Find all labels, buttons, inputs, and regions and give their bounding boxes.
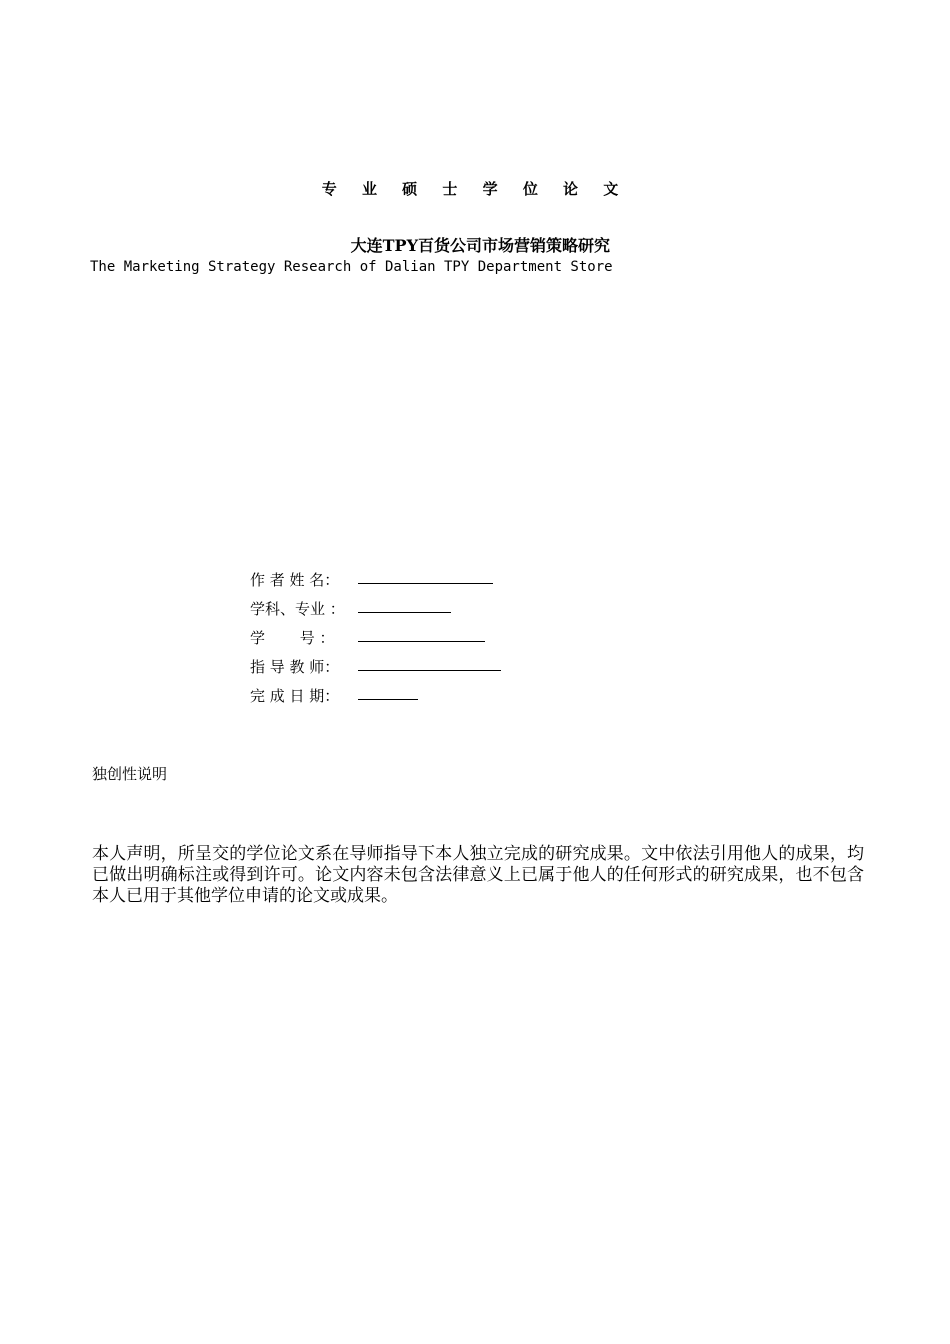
- major-label: 学科、专业 ：: [250, 600, 345, 618]
- advisor-blank: [358, 669, 501, 671]
- student-id-blank: [358, 640, 485, 642]
- student-id-label: 学 号 ：: [250, 629, 335, 647]
- originality-heading: 独创性说明: [92, 765, 168, 783]
- thesis-title-english: The Marketing Strategy Research of Dalian TPY Department Store: [90, 259, 613, 275]
- student-id-row: [250, 619, 501, 648]
- completion-date-row: [250, 677, 501, 706]
- major-row: [250, 590, 501, 619]
- degree-type-heading: 专 业 硕 士 学 位 论 文: [321, 180, 629, 198]
- completion-date-blank: [358, 698, 418, 700]
- author-info-form: [250, 561, 501, 706]
- declaration-paragraph: 本人声明，所呈交的学位论文系在导师指导下本人独立完成的研究成果。文中依法引用他人的成果，均已做出明确标注或得到许可。论文内容未包含法律意义上已属于他人的任何形式的研究成果，也不包含本人已用于其他学位申请的论文或成果。: [92, 844, 864, 906]
- author-name-row: [250, 561, 501, 590]
- author-name-blank: [358, 582, 493, 584]
- thesis-title-block: [90, 235, 613, 277]
- thesis-title-chinese: 大连TPY百货公司市场营销策略研究: [350, 236, 610, 255]
- advisor-label: 指 导 教 师：: [250, 658, 340, 676]
- author-name-label: 作 者 姓 名：: [250, 571, 340, 589]
- completion-date-label: 完 成 日 期：: [250, 687, 340, 705]
- advisor-row: [250, 648, 501, 677]
- major-blank: [358, 611, 451, 613]
